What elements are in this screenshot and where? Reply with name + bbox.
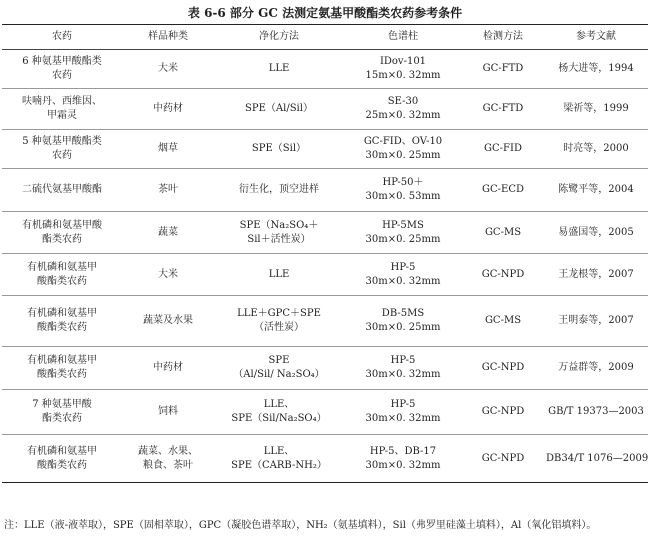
detection-method-cell-line: GC-NPD <box>481 268 525 280</box>
column-cell-line: HP-5 <box>390 355 416 366</box>
cleanup-method-cell-line: LLE <box>268 63 290 74</box>
detection-method-cell <box>462 50 544 89</box>
column-cell-line: HP-5MS <box>382 219 424 231</box>
reference-cell-line: 王龙根等，2007 <box>558 268 634 280</box>
detection-method-cell-line: GC-FID <box>484 143 522 154</box>
column-cell <box>344 254 462 296</box>
cleanup-method-cell-line: LLE、 <box>263 399 295 410</box>
table-row <box>2 89 648 130</box>
cleanup-method-cell-line: SPE（Al/Sil） <box>245 103 313 114</box>
cleanup-method-cell-line: 衍生化，顶空进样 <box>239 184 319 195</box>
column-cell <box>344 435 462 483</box>
header-reference: 参考文献 <box>544 25 648 50</box>
sample-type-cell-line: 大米 <box>158 268 178 280</box>
pesticide-cell-line: 7 种氨基甲酸 <box>32 399 92 410</box>
sample-type-cell <box>122 212 214 254</box>
reference-cell <box>544 212 648 254</box>
column-cell <box>344 89 462 130</box>
cleanup-method-cell <box>214 390 344 435</box>
pesticide-cell-line: 有机磷和氨基甲 <box>27 261 97 273</box>
column-cell-line: HP-5 <box>390 261 416 273</box>
sample-type-cell-line: 茶叶 <box>158 184 178 195</box>
pesticide-cell-line: 呋喃丹、西维因、 <box>22 96 102 107</box>
column-cell-line: HP-50＋ <box>382 177 424 188</box>
column-cell-line: HP-5、DB-17 <box>369 445 437 457</box>
detection-method-cell <box>462 390 544 435</box>
cleanup-method-cell <box>214 347 344 390</box>
cleanup-method-cell-line: （Al/Sil/ Na₂SO₄） <box>233 369 325 380</box>
table-row <box>2 347 648 390</box>
header-column: 色谱柱 <box>344 25 462 50</box>
sample-type-cell <box>122 130 214 169</box>
header-cleanup-method: 净化方法 <box>214 25 344 50</box>
column-cell-line: DB-5MS <box>381 308 425 319</box>
sample-type-cell-line: 中药材 <box>153 103 183 114</box>
column-cell-line: GC-FID、OV-10 <box>363 136 443 147</box>
table-footnote: 注：LLE（液-液萃取），SPE（固相萃取），GPC（凝胶色谱萃取），NH₂（氨基填料），Sil（弗罗里硅藻土填料），Al（氧化铝填料）。 <box>4 520 597 531</box>
cleanup-method-cell-line: SPE <box>268 355 290 366</box>
column-cell <box>344 390 462 435</box>
sample-type-cell-line: 蔬菜及水果 <box>143 315 193 326</box>
table-row <box>2 130 648 169</box>
sample-type-cell-line: 蔬菜、水果、 <box>138 445 198 457</box>
header-pesticide: 农药 <box>2 25 122 50</box>
cleanup-method-cell <box>214 435 344 483</box>
header-sample-type: 样品种类 <box>122 25 214 50</box>
reference-cell <box>544 347 648 390</box>
detection-method-cell-line: GC-NPD <box>481 452 525 464</box>
pesticide-cell <box>2 390 122 435</box>
column-cell-line: 30m×0. 32mm <box>365 275 441 287</box>
cleanup-method-cell-line: SPE（Na₂SO₄＋ <box>239 219 319 231</box>
column-cell-line: 30m×0. 32mm <box>365 413 441 424</box>
cleanup-method-cell <box>214 50 344 89</box>
pesticide-cell-line: 农药 <box>52 70 72 81</box>
detection-method-cell-line: GC-NPD <box>481 362 525 373</box>
sample-type-cell-line: 蔬菜 <box>158 226 178 238</box>
column-cell <box>344 212 462 254</box>
sample-type-cell <box>122 50 214 89</box>
sample-type-cell <box>122 89 214 130</box>
cleanup-method-cell-line: SPE（Sil） <box>251 143 307 154</box>
table-row <box>2 435 648 483</box>
pesticide-cell-line: 甲霜灵 <box>47 110 77 121</box>
column-cell-line: 30m×0. 32mm <box>365 459 441 471</box>
reference-conditions-table <box>2 24 648 483</box>
cleanup-method-cell-line: （活性炭） <box>254 322 304 333</box>
pesticide-cell <box>2 89 122 130</box>
pesticide-cell <box>2 130 122 169</box>
table-row <box>2 390 648 435</box>
cleanup-method-cell <box>214 254 344 296</box>
column-cell-line: 30m×0. 25mm <box>365 322 441 333</box>
cleanup-method-cell-line: SPE（Sil/Na₂SO₄） <box>231 413 327 424</box>
sample-type-cell <box>122 390 214 435</box>
cleanup-method-cell <box>214 89 344 130</box>
pesticide-cell <box>2 347 122 390</box>
pesticide-cell-line: 有机磷和氨基甲 <box>27 355 97 366</box>
column-cell-line: 30m×0. 25mm <box>365 233 441 245</box>
reference-cell-line: 梁祈等，1999 <box>563 103 629 114</box>
cleanup-method-cell-line: Sil＋活性炭） <box>247 233 311 245</box>
pesticide-cell <box>2 212 122 254</box>
sample-type-cell-line: 中药材 <box>153 362 183 373</box>
detection-method-cell-line: GC-FTD <box>482 103 524 114</box>
pesticide-cell-line: 酯类农药 <box>42 413 82 424</box>
column-cell-line: IDov-101 <box>379 56 427 67</box>
detection-method-cell-line: GC-ECD <box>482 184 524 195</box>
pesticide-cell-line: 二硫代氨基甲酸酯 <box>22 184 102 195</box>
table-row <box>2 212 648 254</box>
cleanup-method-cell-line: LLE＋GPC＋SPE <box>237 308 321 319</box>
pesticide-cell-line: 6 种氨基甲酸酯类 <box>22 56 102 67</box>
pesticide-cell-line: 5 种氨基甲酸酯类 <box>22 136 102 147</box>
reference-cell <box>544 435 648 483</box>
table-header-row <box>2 25 648 50</box>
cleanup-method-cell-line: LLE、 <box>263 445 295 457</box>
column-cell-line: HP-5 <box>390 399 416 410</box>
column-cell-line: SE-30 <box>387 96 419 107</box>
detection-method-cell <box>462 435 544 483</box>
column-cell-line: 15m×0. 32mm <box>365 70 441 81</box>
sample-type-cell-line: 粮食、茶叶 <box>143 459 193 471</box>
column-cell-line: 30m×0. 53mm <box>365 191 441 202</box>
sample-type-cell <box>122 254 214 296</box>
sample-type-cell <box>122 296 214 347</box>
reference-cell <box>544 296 648 347</box>
column-cell-line: 30m×0. 32mm <box>365 369 441 380</box>
reference-cell <box>544 130 648 169</box>
column-cell <box>344 50 462 89</box>
cleanup-method-cell <box>214 296 344 347</box>
sample-type-cell-line: 饲料 <box>158 406 178 417</box>
detection-method-cell <box>462 254 544 296</box>
pesticide-cell <box>2 50 122 89</box>
cleanup-method-cell <box>214 212 344 254</box>
detection-method-cell <box>462 212 544 254</box>
column-cell <box>344 130 462 169</box>
cleanup-method-cell <box>214 169 344 212</box>
cleanup-method-cell-line: LLE <box>268 268 290 280</box>
table-row <box>2 169 648 212</box>
detection-method-cell <box>462 169 544 212</box>
reference-cell-line: 王明泰等，2007 <box>558 315 634 326</box>
pesticide-cell-line: 酸酯类农药 <box>37 275 87 287</box>
reference-cell <box>544 169 648 212</box>
pesticide-cell-line: 酸酯类农药 <box>37 459 87 471</box>
detection-method-cell-line: GC-NPD <box>481 406 525 417</box>
table-caption: 表 6-6 部分 GC 法测定氨基甲酸酯类农药参考条件 <box>187 6 463 20</box>
pesticide-cell-line: 酯类农药 <box>42 233 82 245</box>
reference-cell-line: 陈鹭平等，2004 <box>558 184 634 195</box>
reference-cell <box>544 390 648 435</box>
reference-cell-line: 杨大进等，1994 <box>558 63 634 74</box>
detection-method-cell-line: GC-MS <box>484 226 522 238</box>
detection-method-cell <box>462 89 544 130</box>
pesticide-cell-line: 酸酯类农药 <box>37 369 87 380</box>
column-cell-line: 25m×0. 32mm <box>365 110 441 121</box>
pesticide-cell-line: 有机磷和氨基甲 <box>27 308 97 319</box>
table-row <box>2 254 648 296</box>
column-cell <box>344 169 462 212</box>
pesticide-cell <box>2 296 122 347</box>
pesticide-cell-line: 农药 <box>52 150 72 161</box>
pesticide-cell <box>2 435 122 483</box>
reference-cell <box>544 89 648 130</box>
sample-type-cell <box>122 347 214 390</box>
pesticide-cell <box>2 169 122 212</box>
reference-cell <box>544 254 648 296</box>
detection-method-cell <box>462 296 544 347</box>
reference-cell-line: 万益群等，2009 <box>558 362 634 373</box>
detection-method-cell-line: GC-FTD <box>482 63 524 74</box>
pesticide-cell <box>2 254 122 296</box>
reference-cell <box>544 50 648 89</box>
detection-method-cell <box>462 347 544 390</box>
detection-method-cell <box>462 130 544 169</box>
pesticide-cell-line: 有机磷和氨基甲酸 <box>22 219 102 231</box>
cleanup-method-cell-line: SPE（CARB-NH₂） <box>231 459 327 471</box>
table-row <box>2 50 648 89</box>
sample-type-cell <box>122 169 214 212</box>
reference-cell-line: 易盛国等，2005 <box>558 226 634 238</box>
column-cell <box>344 347 462 390</box>
pesticide-cell-line: 有机磷和氨基甲 <box>27 445 97 457</box>
column-cell-line: 30m×0. 25mm <box>365 150 441 161</box>
detection-method-cell-line: GC-MS <box>484 315 522 326</box>
pesticide-cell-line: 酸酯类农药 <box>37 322 87 333</box>
sample-type-cell-line: 烟草 <box>158 143 178 154</box>
table-row <box>2 296 648 347</box>
cleanup-method-cell <box>214 130 344 169</box>
reference-cell-line: GB/T 19373—2003 <box>548 406 644 417</box>
column-cell <box>344 296 462 347</box>
header-detection-method: 检测方法 <box>462 25 544 50</box>
sample-type-cell-line: 大米 <box>158 63 178 74</box>
reference-cell-line: 时亮等，2000 <box>563 143 629 154</box>
reference-cell-line: DB34/T 1076—2009 <box>546 452 648 464</box>
sample-type-cell <box>122 435 214 483</box>
